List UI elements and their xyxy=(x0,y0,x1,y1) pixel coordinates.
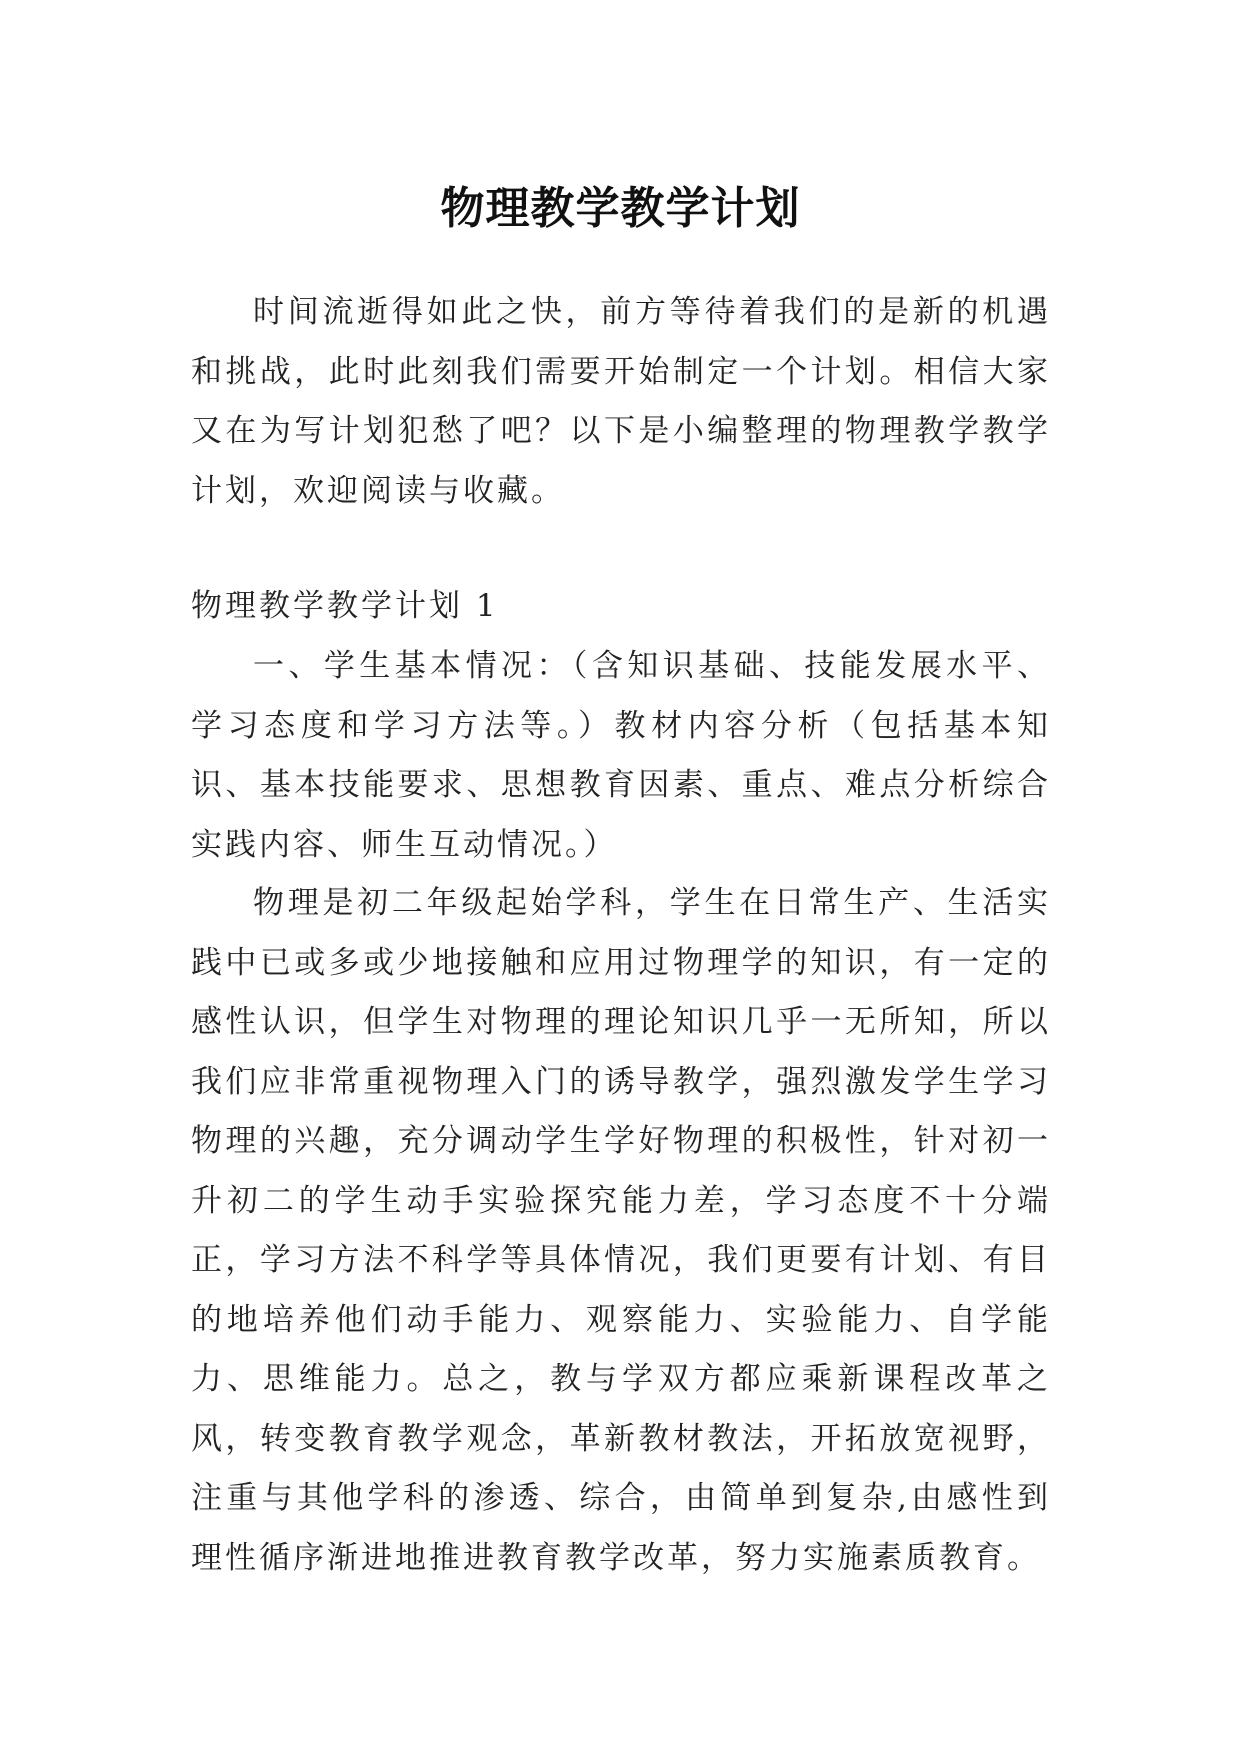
body-paragraph-teaching-approach: 物理是初二年级起始学科，学生在日常生产、生活实践中已或多或少地接触和应用过物理学的知识，有一定的感性认识，但学生对物理的理论知识几乎一无所知，所以我们应非常重视物理入门的诱导教学，强烈激发学生学习物理的兴趣，充分调动学生学好物理的积极性，针对初一升初二的学生动手实验探究能力差，学习态度不十分端正，学习方法不科学等具体情况，我们更要有计划、有目的地培养他们动手能力、观察能力、实验能力、自学能力、思维能力。总之，教与学双方都应乘新课程改革之风，转变教育教学观念，革新教材教法，开拓放宽视野，注重与其他学科的渗透、综合，由简单到复杂,由感性到理性循序渐进地推进教育教学改革，努力实施素质教育。 xyxy=(191,885,1051,1576)
document-title: 物理教学教学计划 xyxy=(440,183,801,235)
intro-paragraph: 时间流逝得如此之快，前方等待着我们的是新的机遇和挑战，此时此刻我们需要开始制定一个计划。相信大家又在为写计划犯愁了吧？以下是小编整理的物理教学教学计划，欢迎阅读与收藏。 xyxy=(191,294,1051,509)
body-paragraph-student-situation: 一、学生基本情况：（含知识基础、技能发展水平、学习态度和学习方法等。）教材内容分析（包括基本知识、基本技能要求、思想教育因素、重点、难点分析综合实践内容、师生互动情况。） xyxy=(191,648,1051,863)
section-heading: 物理教学教学计划 1 xyxy=(191,588,499,624)
